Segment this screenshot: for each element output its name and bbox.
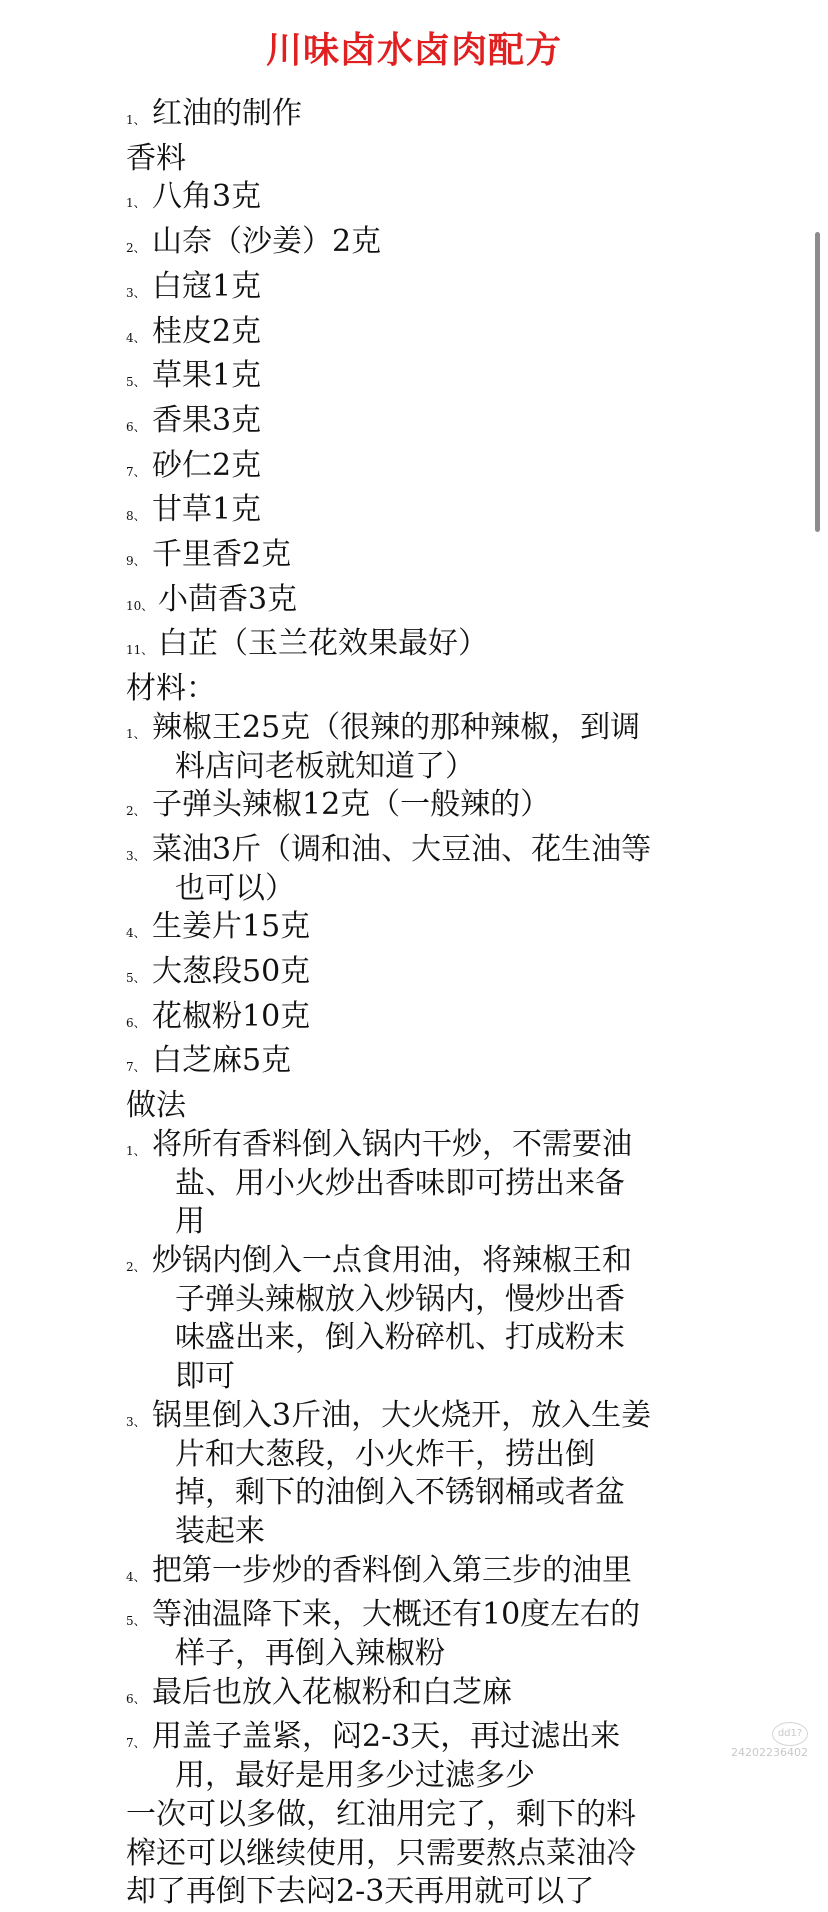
watermark-logo: dd1? xyxy=(772,1722,808,1746)
spices-list xyxy=(126,178,706,670)
materials-item xyxy=(126,908,706,953)
list-number: 10、 xyxy=(126,598,154,613)
watermark-id: 24202236402 xyxy=(731,1746,808,1759)
intro-item xyxy=(126,95,706,140)
text-line: 料店问老板就知道了） xyxy=(175,748,475,784)
list-number: 3、 xyxy=(126,1414,146,1429)
list-number: 2、 xyxy=(126,804,146,819)
text-line: 白芝麻5克 xyxy=(152,1043,292,1079)
text-line: 八角3克 xyxy=(152,179,262,215)
footer-line: 却了再倒下去闷2-3天再用就可以了 xyxy=(126,1874,595,1910)
watermark xyxy=(731,1722,808,1759)
materials-item xyxy=(126,831,706,908)
scrollbar-thumb[interactable] xyxy=(815,232,820,532)
list-number: 5、 xyxy=(126,971,146,986)
list-item-text xyxy=(152,491,706,530)
spices-item xyxy=(126,536,706,581)
list-number: 7、 xyxy=(126,1736,146,1751)
materials-heading: 材料： xyxy=(126,671,216,707)
text-line: 片和大葱段，小火炸干，捞出倒 xyxy=(175,1436,595,1472)
list-item-text xyxy=(152,1042,706,1081)
spices-heading: 香料 xyxy=(126,140,186,176)
list-number: 6、 xyxy=(126,419,146,434)
text-line: 用盖子盖紧，闷2-3天，再过滤出来 xyxy=(152,1719,621,1755)
method-item xyxy=(126,1718,706,1795)
text-line: 将所有香料倒入锅内干炒，不需要油 xyxy=(152,1126,632,1162)
text-line: 盐、用小火炒出香味即可捞出来备 xyxy=(175,1165,625,1201)
list-number: 1、 xyxy=(126,196,146,211)
spices-item xyxy=(126,268,706,313)
text-line: 味盛出来，倒入粉碎机、打成粉末 xyxy=(175,1320,625,1356)
spices-item xyxy=(126,178,706,223)
list-number: 11、 xyxy=(126,643,154,658)
list-item-text xyxy=(152,908,706,947)
text-line: 等油温降下来，大概还有10度左右的 xyxy=(152,1597,641,1633)
list-item-text xyxy=(152,402,706,441)
recipe-document xyxy=(126,95,706,1912)
materials-item xyxy=(126,786,706,831)
footer-paragraph xyxy=(126,1796,706,1912)
text-line: 生姜片15克 xyxy=(152,909,311,945)
list-item-text xyxy=(152,536,706,575)
footer-line: 榨还可以继续使用，只需要熬点菜油冷 xyxy=(126,1835,636,1871)
method-heading: 做法 xyxy=(126,1088,186,1124)
list-number: 1、 xyxy=(126,1143,146,1158)
list-item-text xyxy=(152,998,706,1037)
list-item-text xyxy=(158,581,706,620)
text-line: 用，最好是用多少过滤多少 xyxy=(175,1758,535,1794)
list-item-text xyxy=(152,268,706,307)
text-line: 子弹头辣椒12克（一般辣的） xyxy=(152,787,551,823)
list-number: 7、 xyxy=(126,464,146,479)
text-line: 千里香2克 xyxy=(152,537,292,573)
text-line: 锅里倒入3斤油，大火烧开，放入生姜 xyxy=(152,1397,652,1433)
page-title: 川味卤水卤肉配方 xyxy=(265,30,562,71)
spices-item xyxy=(126,223,706,268)
list-item-text xyxy=(152,357,706,396)
materials-item xyxy=(126,709,706,786)
list-number: 3、 xyxy=(126,848,146,863)
method-item xyxy=(126,1596,706,1673)
list-number: 4、 xyxy=(126,1569,146,1584)
text-line: 草果1克 xyxy=(152,358,262,394)
list-number: 4、 xyxy=(126,926,146,941)
spices-item xyxy=(126,402,706,447)
list-item-text xyxy=(152,786,706,825)
text-line: 桂皮2克 xyxy=(152,313,262,349)
list-item-text xyxy=(152,178,706,217)
text-line: 花椒粉10克 xyxy=(152,998,311,1034)
text-line: 香果3克 xyxy=(152,402,262,438)
text-line: 用 xyxy=(175,1204,205,1240)
spices-item xyxy=(126,357,706,402)
list-item-text xyxy=(152,831,706,908)
text-line: 白芷（玉兰花效果最好） xyxy=(158,626,488,662)
intro-text: 红油的制作 xyxy=(152,96,302,131)
text-line: 把第一步炒的香料倒入第三步的油里 xyxy=(152,1552,632,1588)
text-line: 掉，剩下的油倒入不锈钢桶或者盆 xyxy=(175,1475,625,1511)
materials-item xyxy=(126,953,706,998)
method-item xyxy=(126,1126,706,1242)
list-item-text xyxy=(152,953,706,992)
materials-item xyxy=(126,998,706,1043)
list-item-text xyxy=(158,625,706,664)
list-number: 1、 xyxy=(126,726,146,741)
spices-item xyxy=(126,625,706,670)
text-line: 甘草1克 xyxy=(152,492,262,528)
list-item-text xyxy=(152,709,706,786)
text-line: 辣椒王25克（很辣的那种辣椒，到调 xyxy=(152,709,641,745)
list-item-text xyxy=(152,1596,706,1673)
list-number: 5、 xyxy=(126,375,146,390)
spices-item xyxy=(126,581,706,626)
list-number: 6、 xyxy=(126,1015,146,1030)
method-list xyxy=(126,1126,706,1796)
list-item-text xyxy=(152,1718,706,1795)
text-line: 炒锅内倒入一点食用油，将辣椒王和 xyxy=(152,1242,632,1278)
method-item xyxy=(126,1242,706,1397)
method-item xyxy=(126,1397,706,1552)
list-item-text xyxy=(152,1674,706,1713)
text-line: 山奈（沙姜）2克 xyxy=(152,224,382,260)
spices-item xyxy=(126,491,706,536)
list-item-text xyxy=(152,1397,706,1552)
list-number: 7、 xyxy=(126,1060,146,1075)
list-number: 4、 xyxy=(126,330,146,345)
text-line: 大葱段50克 xyxy=(152,954,311,990)
method-item xyxy=(126,1552,706,1597)
text-line: 菜油3斤（调和油、大豆油、花生油等 xyxy=(152,831,652,867)
list-number: 3、 xyxy=(126,285,146,300)
list-item-text xyxy=(152,1242,706,1397)
materials-item xyxy=(126,1042,706,1087)
footer-line: 一次可以多做，红油用完了，剩下的料 xyxy=(126,1796,636,1832)
list-number: 6、 xyxy=(126,1691,146,1706)
list-item-text xyxy=(152,313,706,352)
text-line: 样子，再倒入辣椒粉 xyxy=(175,1636,445,1672)
list-number: 9、 xyxy=(126,554,146,569)
list-number: 2、 xyxy=(126,241,146,256)
list-item-text xyxy=(152,1552,706,1591)
materials-list xyxy=(126,709,706,1087)
text-line: 装起来 xyxy=(175,1513,265,1549)
list-number: 2、 xyxy=(126,1259,146,1274)
list-number: 5、 xyxy=(126,1614,146,1629)
text-line: 砂仁2克 xyxy=(152,447,262,483)
spices-item xyxy=(126,447,706,492)
method-item xyxy=(126,1674,706,1719)
text-line: 最后也放入花椒粉和白芝麻 xyxy=(152,1674,512,1710)
text-line: 即可 xyxy=(175,1359,235,1395)
list-number: 8、 xyxy=(126,509,146,524)
list-number: 1、 xyxy=(126,113,146,127)
text-line: 子弹头辣椒放入炒锅内，慢炒出香 xyxy=(175,1281,625,1317)
text-line: 小茴香3克 xyxy=(158,581,298,617)
text-line: 也可以） xyxy=(175,870,295,906)
list-item-text xyxy=(152,447,706,486)
list-item-text xyxy=(152,223,706,262)
spices-item xyxy=(126,313,706,358)
text-line: 白寇1克 xyxy=(152,268,262,304)
list-item-text xyxy=(152,1126,706,1242)
